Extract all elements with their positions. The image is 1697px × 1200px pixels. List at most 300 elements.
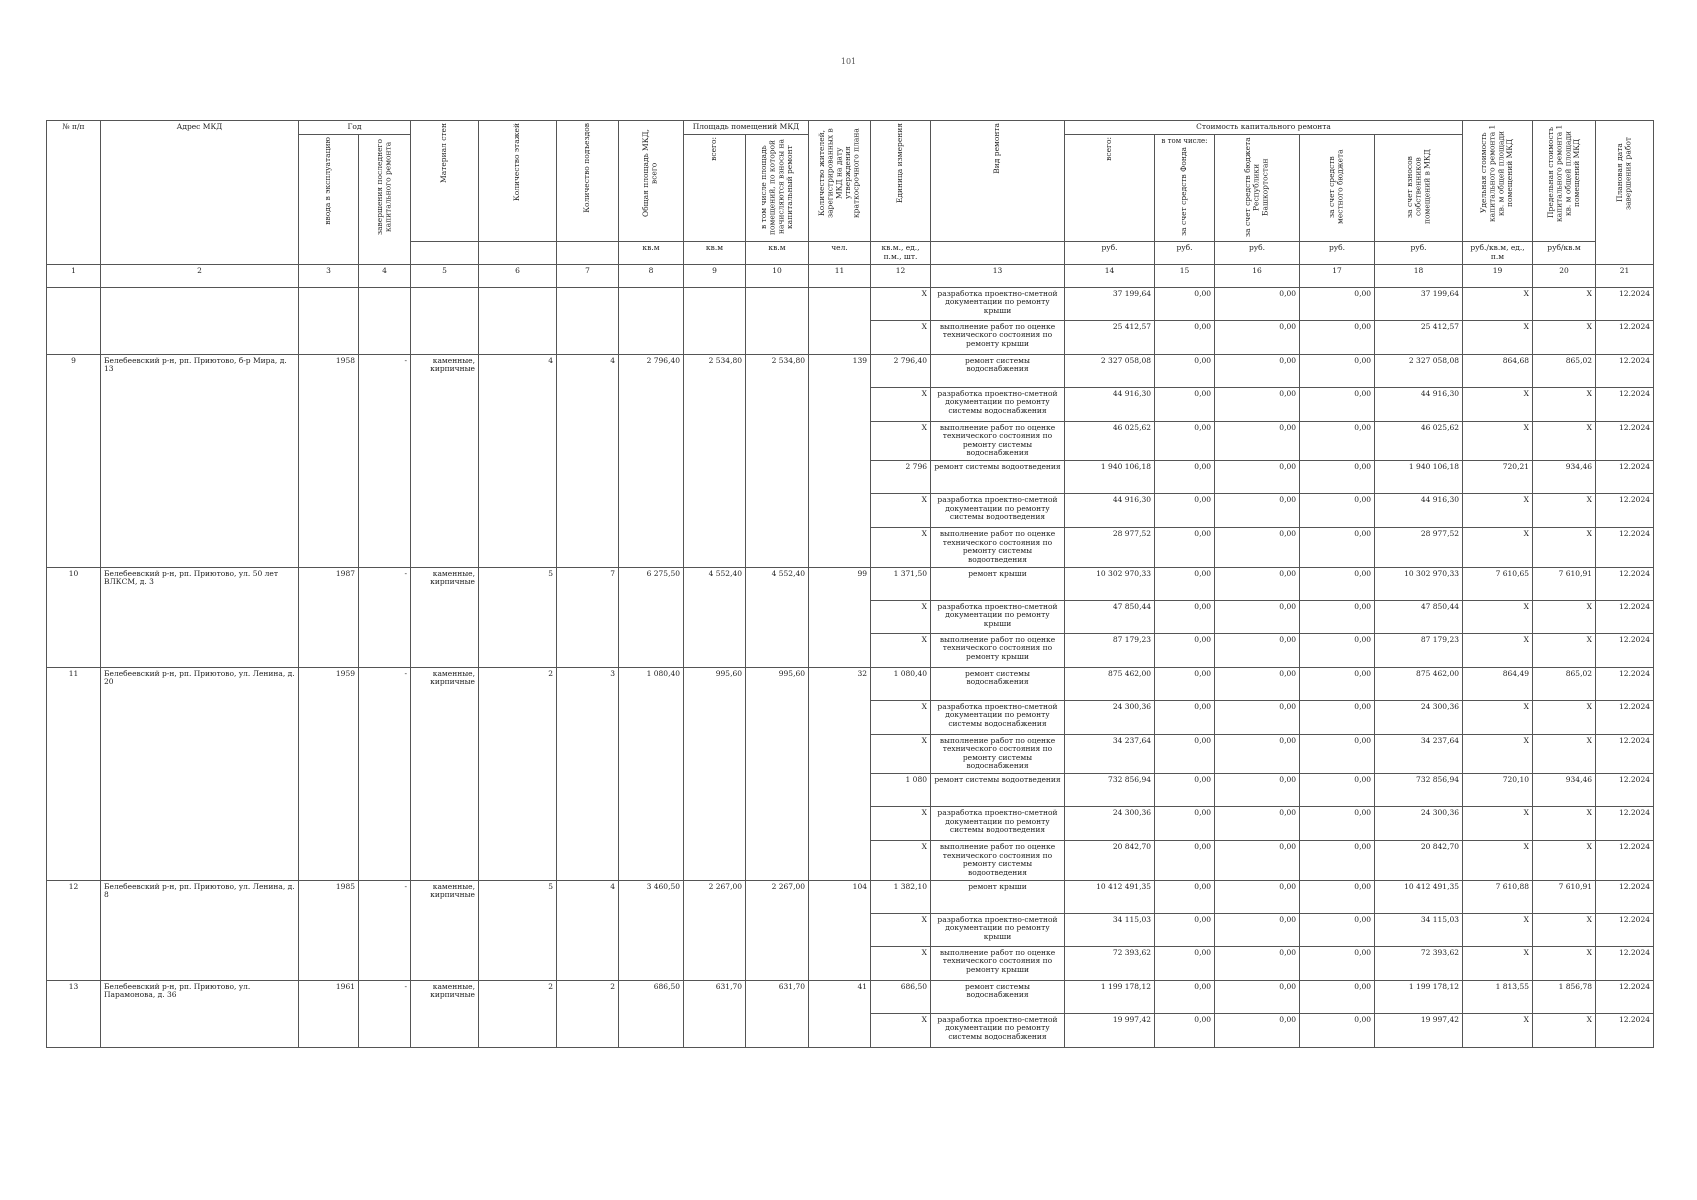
cost-owners: 19 997,42 (1375, 1013, 1463, 1047)
specific-cost: X (1463, 633, 1533, 667)
house-number: 10 (47, 567, 101, 667)
unit-cell: кв.м (619, 242, 684, 264)
year-built: 1961 (299, 980, 359, 1047)
wall-material: каменные, кирпичные (411, 667, 479, 880)
column-number: 11 (809, 264, 871, 287)
work-kind: выполнение работ по оценке технического состояния по ремонту системы водоснабжения (931, 734, 1065, 774)
col-17-header: за счет средств местного бюджета (1300, 134, 1375, 242)
year-last-repair (359, 287, 411, 354)
cost-republic-budget: 0,00 (1215, 700, 1300, 734)
work-unit: X (871, 913, 931, 946)
cost-total: 20 842,70 (1065, 841, 1155, 881)
cost-fund: 0,00 (1155, 421, 1215, 461)
cost-owners: 875 462,00 (1375, 667, 1463, 700)
col-4-header: завершения последнего капитального ремонта (359, 134, 411, 264)
cost-republic-budget: 0,00 (1215, 913, 1300, 946)
cost-local-budget: 0,00 (1300, 567, 1375, 600)
cost-fund: 0,00 (1155, 774, 1215, 807)
column-number: 13 (931, 264, 1065, 287)
area-group-header: Площадь помещений МКД (684, 121, 809, 135)
col-7-header: Количество подъездов (557, 121, 619, 242)
cost-republic-budget: 0,00 (1215, 354, 1300, 387)
cost-republic-budget: 0,00 (1215, 528, 1300, 568)
cost-total: 24 300,36 (1065, 700, 1155, 734)
work-kind: разработка проектно-сметной документации по ремонту крыши (931, 600, 1065, 633)
cost-fund: 0,00 (1155, 667, 1215, 700)
floors-count: 5 (479, 880, 557, 980)
table-row (47, 354, 1654, 387)
col-6-header: Количество этажей (479, 121, 557, 242)
limit-cost: X (1533, 421, 1596, 461)
cost-local-budget: 0,00 (1300, 734, 1375, 774)
cost-fund: 0,00 (1155, 387, 1215, 421)
work-unit: 1 080,40 (871, 667, 931, 700)
planned-date: 12.2024 (1596, 841, 1654, 881)
cost-owners: 20 842,70 (1375, 841, 1463, 881)
cost-republic-budget: 0,00 (1215, 667, 1300, 700)
limit-cost: X (1533, 1013, 1596, 1047)
limit-cost: X (1533, 494, 1596, 528)
house-number: 9 (47, 354, 101, 567)
floors-count: 2 (479, 980, 557, 1047)
cost-republic-budget: 0,00 (1215, 1013, 1300, 1047)
cost-local-budget: 0,00 (1300, 841, 1375, 881)
specific-cost: 864,49 (1463, 667, 1533, 700)
work-unit: 2 796 (871, 461, 931, 494)
planned-date: 12.2024 (1596, 567, 1654, 600)
year-last-repair: - (359, 667, 411, 880)
limit-cost: 865,02 (1533, 667, 1596, 700)
cost-republic-budget: 0,00 (1215, 287, 1300, 320)
cost-fund: 0,00 (1155, 494, 1215, 528)
planned-date: 12.2024 (1596, 1013, 1654, 1047)
cost-republic-budget: 0,00 (1215, 774, 1300, 807)
column-number: 6 (479, 264, 557, 287)
work-kind: разработка проектно-сметной документации по ремонту системы водоотведения (931, 807, 1065, 841)
fee-area: 4 552,40 (746, 567, 809, 667)
limit-cost: 865,02 (1533, 354, 1596, 387)
work-kind: разработка проектно-сметной документации по ремонту крыши (931, 287, 1065, 320)
house-address: Белебеевский р-н, рп. Приютово, ул. Ленина, д. 8 (101, 880, 299, 980)
column-number: 17 (1300, 264, 1375, 287)
cost-owners: 10 302 970,33 (1375, 567, 1463, 600)
planned-date: 12.2024 (1596, 667, 1654, 700)
year-last-repair: - (359, 880, 411, 980)
cost-republic-budget: 0,00 (1215, 946, 1300, 980)
cost-fund: 0,00 (1155, 354, 1215, 387)
premises-area: 2 534,80 (684, 354, 746, 567)
cost-fund: 0,00 (1155, 600, 1215, 633)
cost-fund: 0,00 (1155, 320, 1215, 354)
col-2-header: Адрес МКД (101, 121, 299, 265)
entrances-count: 4 (557, 354, 619, 567)
cost-local-budget: 0,00 (1300, 320, 1375, 354)
col-10-header: в том числе площадь помещений, по которой начисляются взносы на капитальный ремонт (746, 134, 809, 242)
limit-cost: X (1533, 387, 1596, 421)
work-unit: X (871, 387, 931, 421)
planned-date: 12.2024 (1596, 528, 1654, 568)
unit-cell: руб. (1215, 242, 1300, 264)
planned-date: 12.2024 (1596, 287, 1654, 320)
work-kind: выполнение работ по оценке технического состояния по ремонту крыши (931, 946, 1065, 980)
wall-material: каменные, кирпичные (411, 354, 479, 567)
unit-cell: руб. (1375, 242, 1463, 264)
column-number: 10 (746, 264, 809, 287)
work-unit: X (871, 633, 931, 667)
cost-total: 10 412 491,35 (1065, 880, 1155, 913)
planned-date: 12.2024 (1596, 913, 1654, 946)
specific-cost: X (1463, 600, 1533, 633)
planned-date: 12.2024 (1596, 980, 1654, 1013)
entrances-count: 2 (557, 980, 619, 1047)
cost-total: 34 237,64 (1065, 734, 1155, 774)
col-18-header: за счет взносов собственников помещений в МКД (1375, 134, 1463, 242)
limit-cost: X (1533, 841, 1596, 881)
unit-cell (557, 242, 619, 264)
work-kind: ремонт крыши (931, 880, 1065, 913)
col-1-header: № п/п (47, 121, 101, 265)
table-row (47, 667, 1654, 700)
cost-local-budget: 0,00 (1300, 807, 1375, 841)
page-number: 101 (840, 57, 857, 66)
specific-cost: X (1463, 528, 1533, 568)
work-unit: 1 371,50 (871, 567, 931, 600)
cost-total: 10 302 970,33 (1065, 567, 1155, 600)
cost-owners: 2 327 058,08 (1375, 354, 1463, 387)
work-unit: 686,50 (871, 980, 931, 1013)
cost-republic-budget: 0,00 (1215, 841, 1300, 881)
cost-total: 2 327 058,08 (1065, 354, 1155, 387)
specific-cost: 864,68 (1463, 354, 1533, 387)
cost-fund: 0,00 (1155, 980, 1215, 1013)
unit-cell: кв.м., ед., п.м., шт. (871, 242, 931, 264)
limit-cost: X (1533, 734, 1596, 774)
cost-fund: 0,00 (1155, 287, 1215, 320)
specific-cost: X (1463, 1013, 1533, 1047)
cost-fund: 0,00 (1155, 946, 1215, 980)
work-kind: разработка проектно-сметной документации по ремонту крыши (931, 913, 1065, 946)
cost-local-budget: 0,00 (1300, 667, 1375, 700)
cost-fund: 0,00 (1155, 880, 1215, 913)
cost-owners: 34 237,64 (1375, 734, 1463, 774)
planned-date: 12.2024 (1596, 774, 1654, 807)
table-row (47, 287, 1654, 320)
floors-count: 4 (479, 354, 557, 567)
column-number: 9 (684, 264, 746, 287)
col-5-header: Материал стен (411, 121, 479, 242)
cost-local-budget: 0,00 (1300, 354, 1375, 387)
entrances-count: 3 (557, 667, 619, 880)
cost-group-header: Стоимость капитального ремонта (1065, 121, 1463, 135)
wall-material: каменные, кирпичные (411, 880, 479, 980)
cost-owners: 1 940 106,18 (1375, 461, 1463, 494)
cost-republic-budget: 0,00 (1215, 567, 1300, 600)
specific-cost: 7 610,65 (1463, 567, 1533, 600)
wall-material (411, 287, 479, 354)
limit-cost: 1 856,78 (1533, 980, 1596, 1013)
limit-cost: X (1533, 700, 1596, 734)
entrances-count: 7 (557, 567, 619, 667)
work-kind: выполнение работ по оценке технического состояния по ремонту крыши (931, 320, 1065, 354)
wall-material: каменные, кирпичные (411, 980, 479, 1047)
cost-owners: 47 850,44 (1375, 600, 1463, 633)
year-built: 1985 (299, 880, 359, 980)
cost-fund: 0,00 (1155, 734, 1215, 774)
column-number: 12 (871, 264, 931, 287)
specific-cost: X (1463, 913, 1533, 946)
unit-cell (411, 242, 479, 264)
planned-date: 12.2024 (1596, 946, 1654, 980)
premises-area: 4 552,40 (684, 567, 746, 667)
work-kind: разработка проектно-сметной документации по ремонту системы водоснабжения (931, 700, 1065, 734)
cost-owners: 37 199,64 (1375, 287, 1463, 320)
premises-area (684, 287, 746, 354)
work-kind: выполнение работ по оценке технического состояния по ремонту системы водоснабжения (931, 421, 1065, 461)
limit-cost: 7 610,91 (1533, 567, 1596, 600)
premises-area: 2 267,00 (684, 880, 746, 980)
planned-date: 12.2024 (1596, 880, 1654, 913)
cost-total: 28 977,52 (1065, 528, 1155, 568)
specific-cost: X (1463, 287, 1533, 320)
column-number: 19 (1463, 264, 1533, 287)
cost-republic-budget: 0,00 (1215, 633, 1300, 667)
work-unit: 2 796,40 (871, 354, 931, 387)
cost-republic-budget: 0,00 (1215, 494, 1300, 528)
cost-total: 72 393,62 (1065, 946, 1155, 980)
cost-total: 19 997,42 (1065, 1013, 1155, 1047)
specific-cost: 7 610,88 (1463, 880, 1533, 913)
cost-owners: 10 412 491,35 (1375, 880, 1463, 913)
col-16-header: за счет средств бюджета Республики Башкортостан (1215, 134, 1300, 242)
col-12-header: Единица измерения (871, 121, 931, 242)
limit-cost: X (1533, 600, 1596, 633)
specific-cost: X (1463, 807, 1533, 841)
unit-cell: руб./кв.м, ед., п.м (1463, 242, 1533, 264)
year-built (299, 287, 359, 354)
residents-count: 41 (809, 980, 871, 1047)
cost-fund: 0,00 (1155, 913, 1215, 946)
column-number: 18 (1375, 264, 1463, 287)
specific-cost: 720,21 (1463, 461, 1533, 494)
repair-plan-table (46, 120, 1654, 1048)
work-kind: ремонт системы водоотведения (931, 774, 1065, 807)
planned-date: 12.2024 (1596, 494, 1654, 528)
year-last-repair: - (359, 567, 411, 667)
year-group-header: Год (299, 121, 411, 135)
unit-cell: руб. (1300, 242, 1375, 264)
column-number: 16 (1215, 264, 1300, 287)
cost-local-budget: 0,00 (1300, 700, 1375, 734)
work-unit: X (871, 421, 931, 461)
planned-date: 12.2024 (1596, 461, 1654, 494)
cost-local-budget: 0,00 (1300, 600, 1375, 633)
total-area: 6 275,50 (619, 567, 684, 667)
table-row (47, 567, 1654, 600)
cost-total: 44 916,30 (1065, 494, 1155, 528)
cost-total: 732 856,94 (1065, 774, 1155, 807)
cost-fund: 0,00 (1155, 700, 1215, 734)
specific-cost: 1 813,55 (1463, 980, 1533, 1013)
unit-cell (479, 242, 557, 264)
residents-count: 99 (809, 567, 871, 667)
unit-cell: руб. (1155, 242, 1215, 264)
column-number: 7 (557, 264, 619, 287)
planned-date: 12.2024 (1596, 387, 1654, 421)
premises-area: 631,70 (684, 980, 746, 1047)
unit-cell (931, 242, 1065, 264)
col-21-header: Плановая дата завершения работ (1596, 121, 1654, 265)
work-unit: X (871, 700, 931, 734)
cost-owners: 24 300,36 (1375, 807, 1463, 841)
cost-total: 46 025,62 (1065, 421, 1155, 461)
cost-total: 47 850,44 (1065, 600, 1155, 633)
unit-cell: кв.м (684, 242, 746, 264)
cost-local-budget: 0,00 (1300, 421, 1375, 461)
limit-cost: 934,46 (1533, 774, 1596, 807)
cost-republic-budget: 0,00 (1215, 320, 1300, 354)
cost-owners: 25 412,57 (1375, 320, 1463, 354)
limit-cost: X (1533, 633, 1596, 667)
cost-fund: 0,00 (1155, 841, 1215, 881)
cost-local-budget: 0,00 (1300, 913, 1375, 946)
fee-area: 631,70 (746, 980, 809, 1047)
work-kind: разработка проектно-сметной документации по ремонту системы водоснабжения (931, 1013, 1065, 1047)
year-built: 1958 (299, 354, 359, 567)
column-number: 14 (1065, 264, 1155, 287)
house-address: Белебеевский р-н, рп. Приютово, б-р Мира, д. 13 (101, 354, 299, 567)
year-built: 1959 (299, 667, 359, 880)
work-kind: ремонт системы водоотведения (931, 461, 1065, 494)
column-number: 5 (411, 264, 479, 287)
house-number: 11 (47, 667, 101, 880)
column-number: 15 (1155, 264, 1215, 287)
specific-cost: X (1463, 841, 1533, 881)
work-kind: ремонт крыши (931, 567, 1065, 600)
cost-republic-budget: 0,00 (1215, 387, 1300, 421)
cost-local-budget: 0,00 (1300, 774, 1375, 807)
col-13-header: Вид ремонта (931, 121, 1065, 242)
col-11-header: Количество жителей, зарегистрированных в МКД на дату утверждения краткосрочного плана (809, 121, 871, 242)
limit-cost: 7 610,91 (1533, 880, 1596, 913)
column-number: 21 (1596, 264, 1654, 287)
planned-date: 12.2024 (1596, 807, 1654, 841)
cost-total: 34 115,03 (1065, 913, 1155, 946)
column-number: 20 (1533, 264, 1596, 287)
fee-area: 2 534,80 (746, 354, 809, 567)
cost-local-budget: 0,00 (1300, 387, 1375, 421)
work-unit: X (871, 287, 931, 320)
work-kind: разработка проектно-сметной документации по ремонту системы водоснабжения (931, 387, 1065, 421)
specific-cost: X (1463, 494, 1533, 528)
column-number: 1 (47, 264, 101, 287)
cost-fund: 0,00 (1155, 807, 1215, 841)
unit-cell: чел. (809, 242, 871, 264)
total-area: 3 460,50 (619, 880, 684, 980)
column-number: 4 (359, 264, 411, 287)
cost-local-budget: 0,00 (1300, 880, 1375, 913)
work-kind: выполнение работ по оценке технического состояния по ремонту крыши (931, 633, 1065, 667)
limit-cost: X (1533, 946, 1596, 980)
work-unit: X (871, 946, 931, 980)
house-address: Белебеевский р-н, рп. Приютово, ул. Ленина, д. 20 (101, 667, 299, 880)
residents-count: 139 (809, 354, 871, 567)
cost-republic-budget: 0,00 (1215, 600, 1300, 633)
planned-date: 12.2024 (1596, 320, 1654, 354)
cost-fund: 0,00 (1155, 567, 1215, 600)
planned-date: 12.2024 (1596, 633, 1654, 667)
fee-area: 2 267,00 (746, 880, 809, 980)
column-number: 2 (101, 264, 299, 287)
work-unit: 1 080 (871, 774, 931, 807)
fee-area: 995,60 (746, 667, 809, 880)
cost-fund: 0,00 (1155, 633, 1215, 667)
cost-total: 37 199,64 (1065, 287, 1155, 320)
incl-group-header: в том числе: (1161, 136, 1208, 145)
cost-owners: 732 856,94 (1375, 774, 1463, 807)
planned-date: 12.2024 (1596, 354, 1654, 387)
specific-cost: X (1463, 387, 1533, 421)
cost-owners: 1 199 178,12 (1375, 980, 1463, 1013)
work-unit: X (871, 494, 931, 528)
work-kind: ремонт системы водоснабжения (931, 354, 1065, 387)
limit-cost: X (1533, 320, 1596, 354)
column-numbers-row (47, 264, 1654, 287)
col-14-header: всего: (1065, 134, 1155, 242)
work-unit: X (871, 600, 931, 633)
specific-cost: X (1463, 320, 1533, 354)
cost-local-budget: 0,00 (1300, 980, 1375, 1013)
entrances-count: 4 (557, 880, 619, 980)
cost-fund: 0,00 (1155, 528, 1215, 568)
cost-republic-budget: 0,00 (1215, 461, 1300, 494)
column-number: 3 (299, 264, 359, 287)
cost-owners: 34 115,03 (1375, 913, 1463, 946)
cost-local-budget: 0,00 (1300, 287, 1375, 320)
year-last-repair: - (359, 980, 411, 1047)
work-unit: X (871, 734, 931, 774)
cost-local-budget: 0,00 (1300, 494, 1375, 528)
cost-republic-budget: 0,00 (1215, 980, 1300, 1013)
work-unit: X (871, 1013, 931, 1047)
residents-count: 32 (809, 667, 871, 880)
total-area: 686,50 (619, 980, 684, 1047)
house-number (47, 287, 101, 354)
total-area (619, 287, 684, 354)
unit-cell: руб/кв.м (1533, 242, 1596, 264)
cost-total: 875 462,00 (1065, 667, 1155, 700)
col-20-header: Предельная стоимость капитального ремонта 1 кв. м общей площади помещений МКД (1533, 121, 1596, 242)
cost-local-budget: 0,00 (1300, 528, 1375, 568)
work-kind: разработка проектно-сметной документации по ремонту системы водоотведения (931, 494, 1065, 528)
table-row (47, 980, 1654, 1013)
work-unit: 1 382,10 (871, 880, 931, 913)
floors-count: 2 (479, 667, 557, 880)
limit-cost: X (1533, 807, 1596, 841)
cost-republic-budget: 0,00 (1215, 734, 1300, 774)
cost-total: 1 199 178,12 (1065, 980, 1155, 1013)
house-address: Белебеевский р-н, рп. Приютово, ул. 50 лет ВЛКСМ, д. 3 (101, 567, 299, 667)
work-unit: X (871, 320, 931, 354)
planned-date: 12.2024 (1596, 700, 1654, 734)
column-number: 8 (619, 264, 684, 287)
cost-fund: 0,00 (1155, 1013, 1215, 1047)
cost-total: 87 179,23 (1065, 633, 1155, 667)
residents-count: 104 (809, 880, 871, 980)
cost-local-budget: 0,00 (1300, 461, 1375, 494)
limit-cost: 934,46 (1533, 461, 1596, 494)
floors-count (479, 287, 557, 354)
specific-cost: X (1463, 700, 1533, 734)
